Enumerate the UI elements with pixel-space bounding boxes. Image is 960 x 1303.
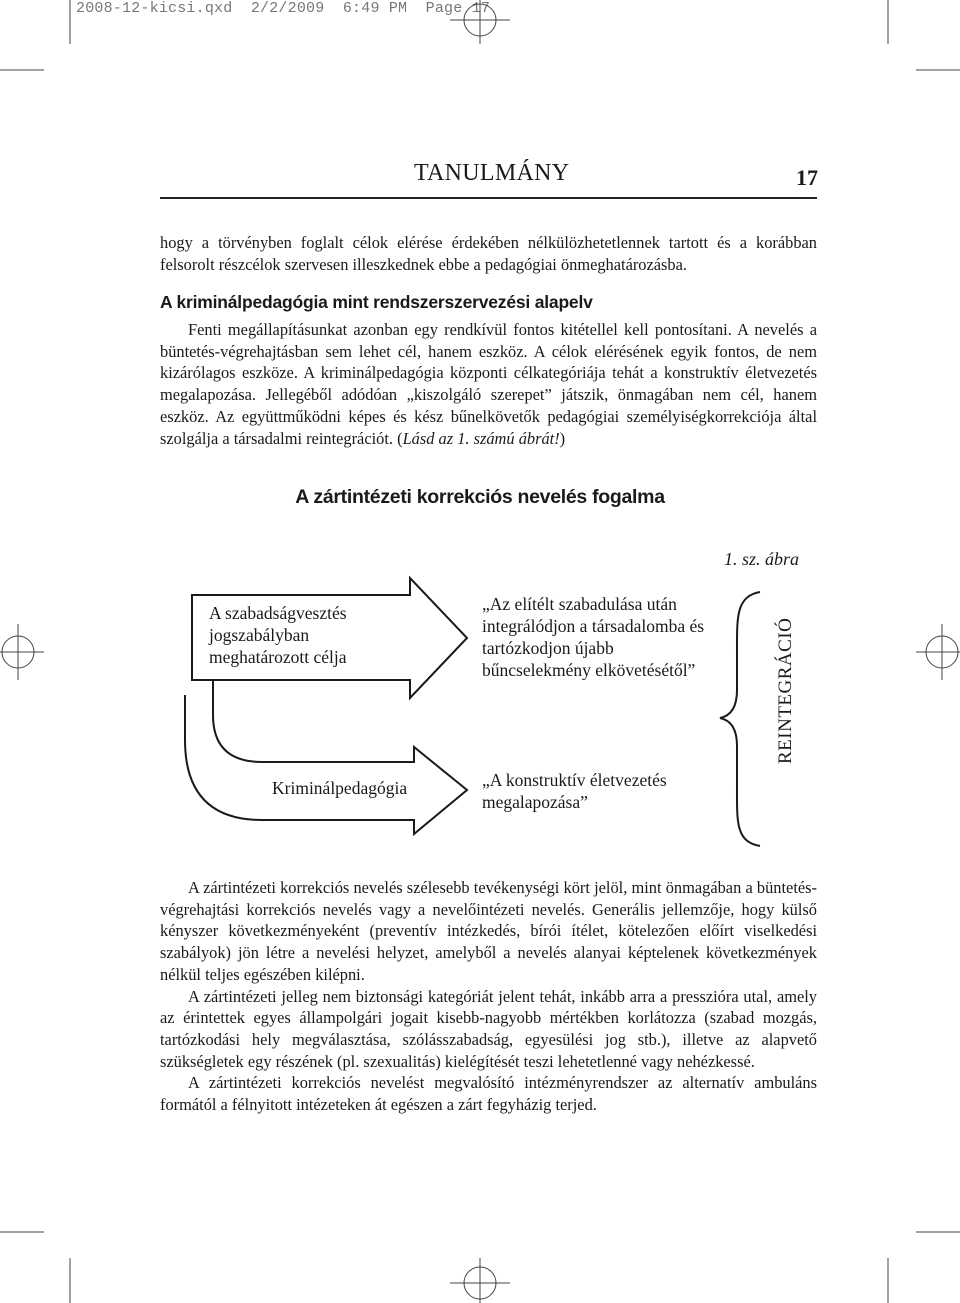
section-heading: A kriminálpedagógia mint rendszerszervezési alapelv	[160, 292, 593, 312]
section-text-close: )	[559, 428, 566, 448]
body-text	[160, 877, 817, 1116]
body-paragraph-3: A zártintézeti korrekciós nevelést megvalósító intézményrendszer az alternatív ambuláns formától a félnyitott intézeteken át egészen a zárt fegyházig terjed.	[160, 1073, 817, 1115]
figure-title: A zártintézeti korrekciós nevelés fogalma	[295, 486, 665, 508]
page-number: 17	[796, 165, 818, 190]
target-2-text: „A konstruktív életvezetés megalapozása”	[482, 770, 667, 812]
body-paragraph-1: A zártintézeti korrekciós nevelés szélesebb tevékenységi kört jelöl, mint önmagában a büntetés-végrehajtási korrekciós nevelés vagy a nevelőintézeti nevelés. Generális jellemzője, hogy külső kényszer következményeként (preventív intézkedés, bírói ítélet, kötelezően előírt viselkedési szabályok) jön létre a nevelési helyzet, amelyből a nevelés alanyai képtelenek következmények nélkül teljes egészében kilépni.	[160, 878, 817, 984]
reintegration-brace-icon	[720, 592, 760, 846]
body-paragraph-2: A zártintézeti jelleg nem biztonsági kategóriát jelent tehát, inkább arra a presszióra utal, amely az érintettek egyes állampolgári jogait kisebb-nagyobb mértékben korlátozza (szabad mozgás, tartózkodási hely megválasztása, szólásszabadság, egyesülési jog stb.), illetve az alapvető szükségletek egy részének (pl. szexualitás) kielégítését teszi lehetetlenné vagy nehézkessé.	[160, 986, 817, 1071]
target-1-text: „Az elítélt szabadulása után integrálódjon a társadalomba és tartózkodjon újabb bűncselekmény elkövetésétől”	[482, 594, 705, 680]
figure-reference: Lásd az 1. számú ábrát!	[402, 428, 560, 448]
crim-box-label: Kriminálpedagógia	[272, 778, 408, 798]
print-slug: 2008-12-kicsi.qxd 2/2/2009 6:49 PM Page 17	[76, 0, 491, 17]
running-header-title: TANULMÁNY	[414, 160, 570, 186]
crim-arrow	[185, 680, 467, 834]
intro-text: hogy a törvényben foglalt célok elérése érdekében nélkülözhetetlennek tartott és a korábban felsorolt részcélok szervesen illeszkednek ebbe a pedagógiai önmeghatározásba.	[160, 233, 817, 274]
figure-label: 1. sz. ábra	[724, 549, 800, 569]
section-text-main: Fenti megállapításunkat azonban egy rendkívül fontos kitétellel kell pontosítani. A nevelés a büntetés-végrehajtásban sem lehet cél, hanem eszköz. A célok elérésének egyik fontos, de nem kizárólagos eszköze. A kriminálpedagógia központi célkategóriája tehát a konstruktív életvezetés megalapozása. Jellegéből adódóan „kiszolgáló szerepet” játszik, önmagában nem cél, hanem eszköz. Az együttműködni képes és kész bűnelkövetők pedagógiai személyiségkorrekciója által szolgálja a társadalmi reintegrációt. (	[160, 320, 817, 448]
reintegration-label: REINTEGRÁCIÓ	[775, 617, 796, 764]
goal-box-label: A szabadságvesztés jogszabályban meghatározott célja	[209, 603, 347, 667]
